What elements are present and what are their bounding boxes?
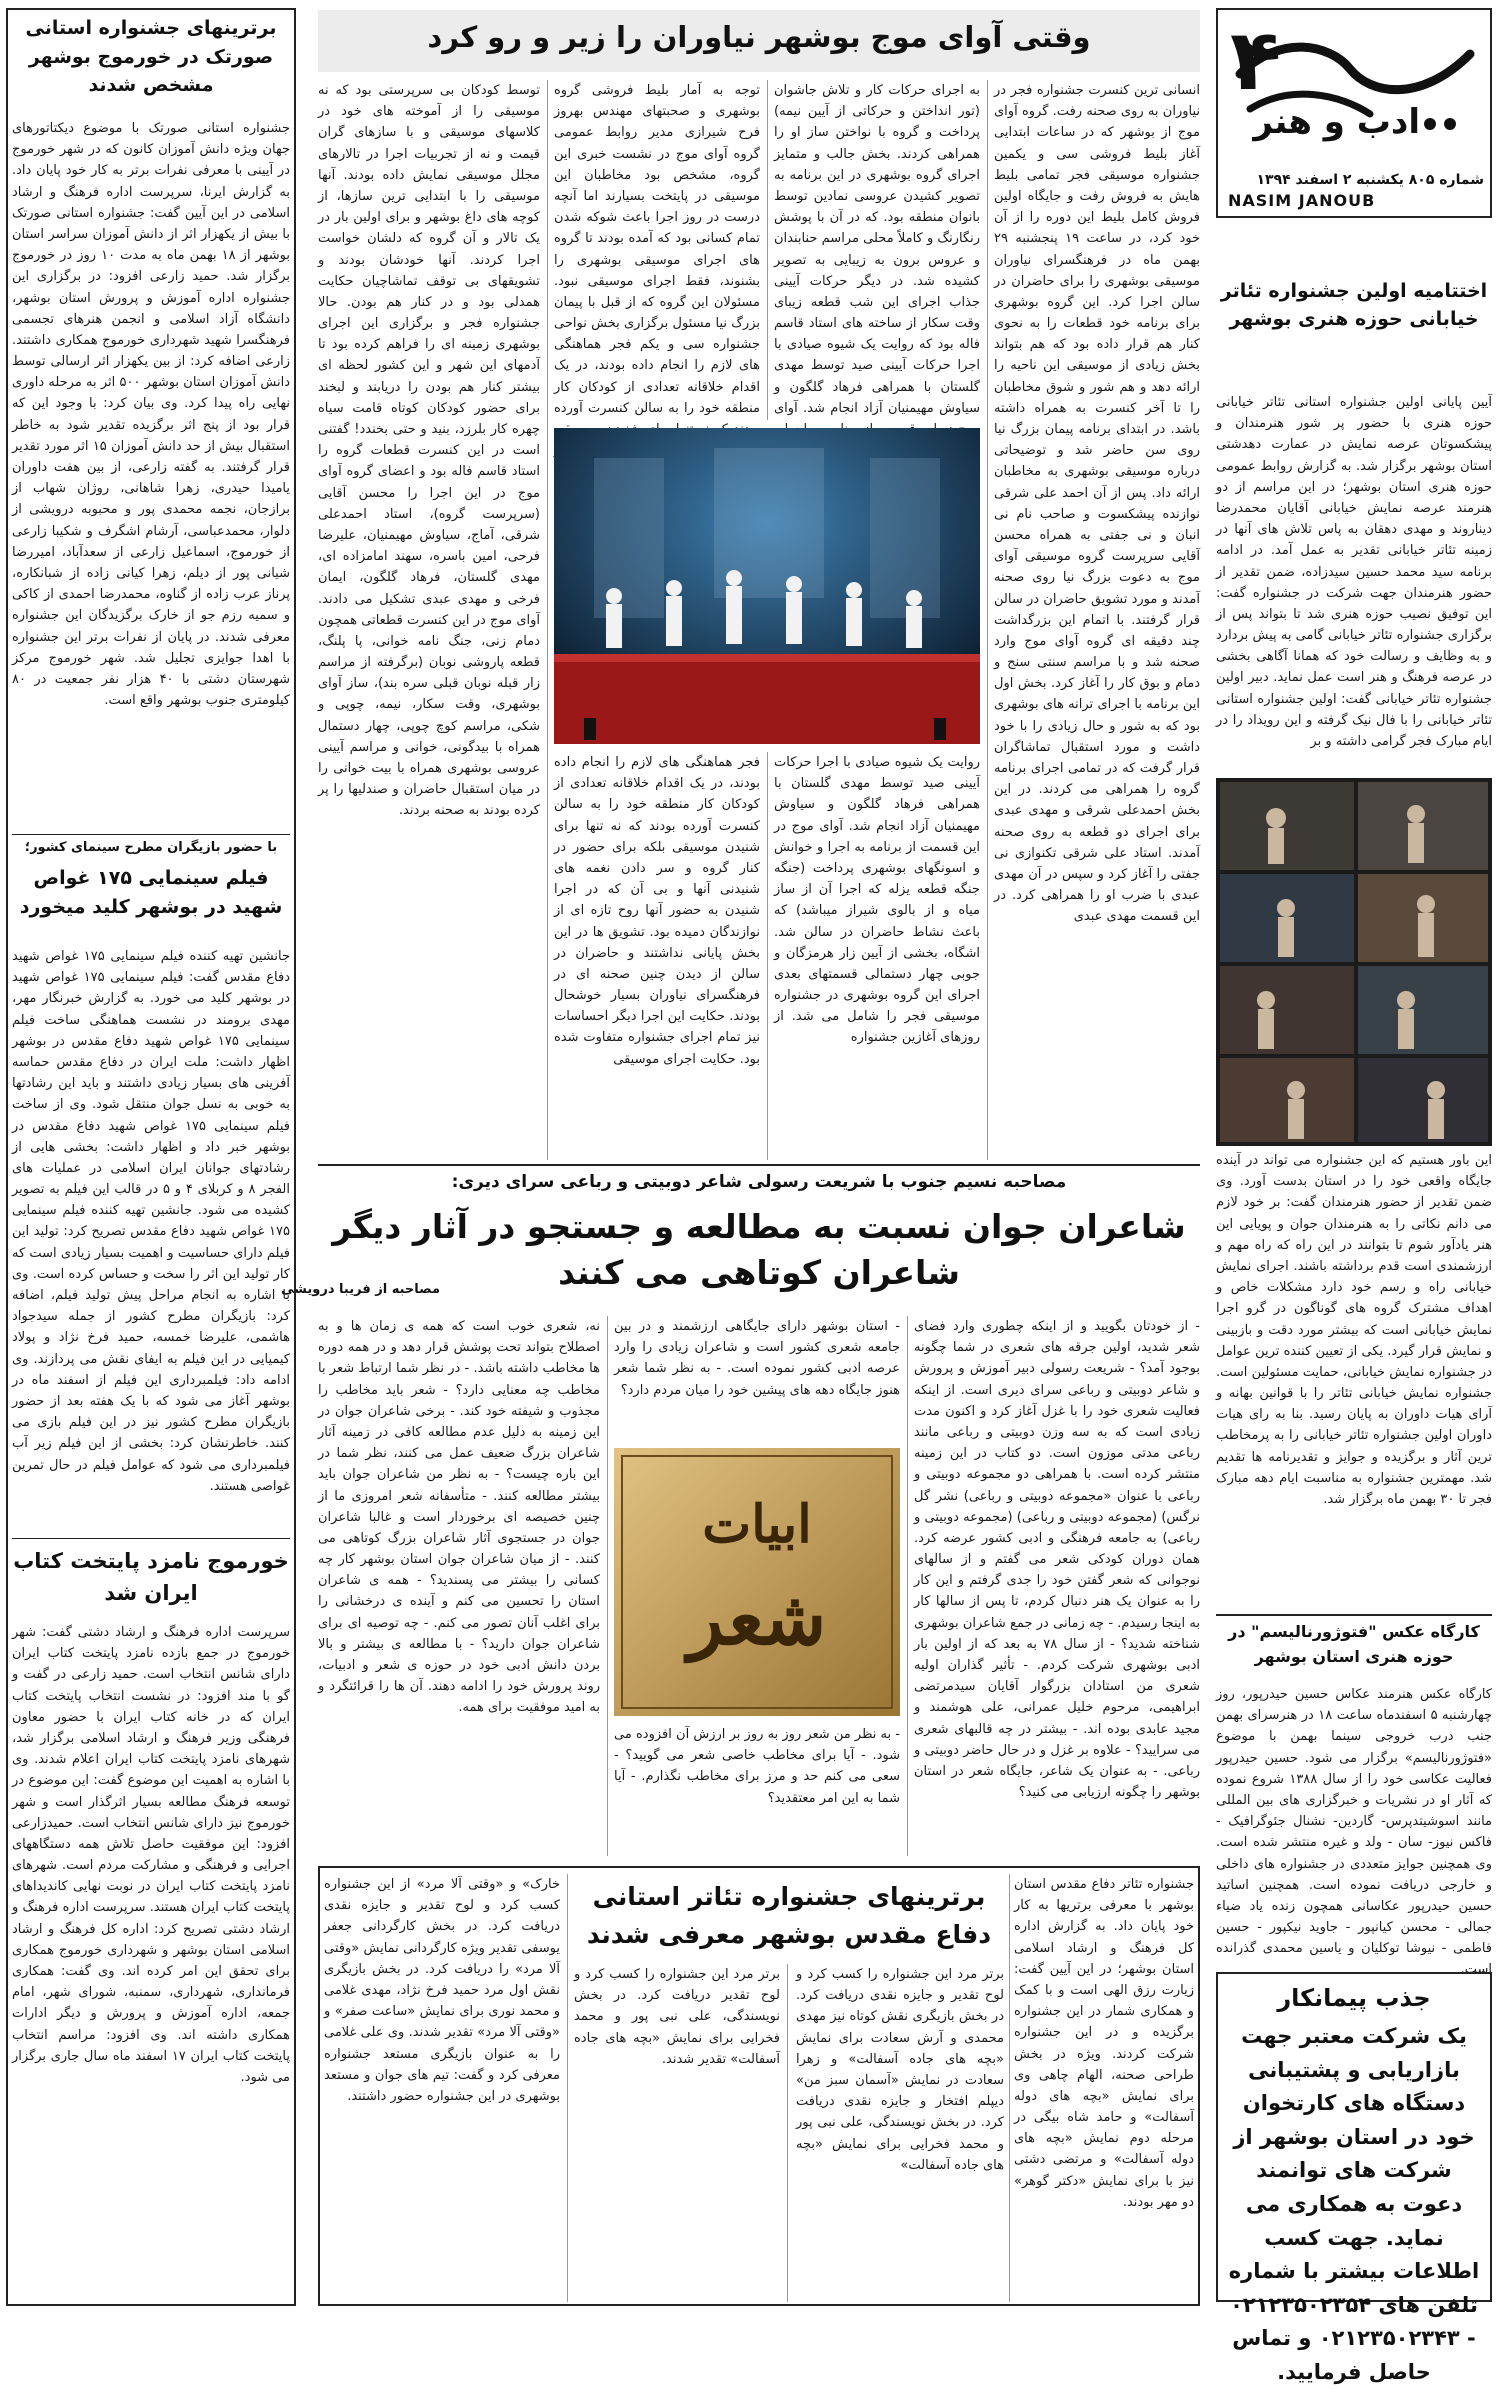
left-body-2: جانشین تهیه کننده فیلم سینمایی ۱۷۵ غواص شهید دفاع مقدس گفت: فیلم سینمایی ۱۷۵ غواص شهید در بوشهر کلید می خورد. به گزارش خبرنگار مهر، مهدی برومند در نشست هماهنگی ساخت فیلم سینمایی ۱۷۵ غواص شهید دفاع مقدس در بوشهر اظهار داشت: ملت ایران در دفاع مقدس حماسه آفرینی های بسیار زیادی داشتند و باید این رشادتها به خوبی به نسل جوان منتقل شود. وی از ساخت فیلم سینمایی ۱۷۵ غواص شهید دفاع مقدس در بوشهر خبر داد و اظهار داشت: بخشی هایی از رشادتهای جوانان ایران اسلامی در عملیات های الفجر ۸ و کربلای ۴ و ۵ در قالب این فیلم به تصویر کشیده می شود. جانشین تهیه کننده فیلم سینمایی ۱۷۵ غواص شهید دفاع مقدس تصریح کرد: تولید این فیلم دارای حساسیت و اهمیت بسیار زیادی است که کار تولید این اثر را سخت و حساس کرده است. وی با اشاره به انجام مراحل پیش تولید فیلم، اضافه کرد: بازیگران مطرح کشور از جمله سیدجواد هاشمی، علیرضا خمسه، حمید فرخ نژاد و پولاد کیمیایی در این فیلم به ایفای نقش می پردازند. وی ادامه داد: فیلمبرداری این فیلم از اسفند ماه در بوشهر آغاز می شود که با یک هفته بعد از حضور بازیگران مطرح کشور نیز در این فیلم بازی می کنند. خاطرنشان کرد: بخشی از این فیلم زیر آب فیلمبرداری می شود که عوامل فیلم در حال تمرین غواصی هستند. (12, 949, 291, 1494)
section-title: ادب و هنر (1253, 102, 1420, 142)
photo-workshop-headline: کارگاه عکس "فتوژورنالیسم" در حوزه هنری استان بوشهر (1228, 1622, 1480, 1666)
calligraphy-bottom: شعر (687, 1576, 827, 1662)
interview-col-1: - از خودتان بگویید و از اینکه چطوری وارد فضای شعر شدید، اولین جرقه های شعری در شما چگونه بوجود آمد؟ - شریعت رسولی دبیر آموزش و پرورش و شاعر دوبیتی و رباعی سرای دیری است. از اینکه فعالیت شعری خود را با غزل آغاز کرد و اکنون مدت زیادی است که به سه وزن دوبیتی و رباعی مانند رباعی مدتی موزون است. دو کتاب در این زمینه منتشر کرده است. با همراهی دو مجموعه دوبیتی و رباعی با عنوان «مجموعه دوبیتی و رباعی) نشر گل نرگس) (مجموعه دوبیتی و رباعی) (مجموعه دوبیتی و رباعی) به جامعه فرهنگی و ادبی کشور عرضه کرد. همان دوران کودکی شعر می گفتم و از سالهای نوجوانی که شعر گفتن خود را جدی گرفتم و این کار را به عنوان یک هنر دنبال کردم، تا پس از سالها کار به اینجا رسیدم. - چه زمانی در جمع شاعران بوشهری شناخته شدید؟ - از سال ۷۸ به بعد که از اولین بار ادبی بوشهری شرکت کردم. - تأثیر گذاران اولیه شعری من استادان بزرگوار آقایان سیدمرتضی ابراهیمی، مرحوم خلیل عمرانی، علی هوشمند و مجید عابدی بوده اند. - بیشتر در چه قالبهای شعری می سرایید؟ - علاوه بر غزل و در حال حاضر دوبیتی و رباعی. - به عنوان یک شاعر، جایگاه شعر در استان بوشهر را چگونه ارزیابی می کنید؟ (914, 1319, 1200, 1801)
logo-number: ۴ (1230, 11, 1282, 109)
concert-photo (554, 428, 980, 744)
interview-byline: مصاحبه از فریبا درویشی (281, 1282, 440, 1297)
poetry-calligraphy-image (614, 1448, 900, 1716)
left-headline-1: برترینهای جشنواره استانی صورتک در خورموج بوشهر مشخص شدند (25, 17, 277, 96)
left-headline-3: خورموج نامزد پایتخت کتاب ایران شد (13, 1549, 289, 1605)
defense-col-3: خارک» و «وقتی آلا مرد» از این جشنواره کسب کرد و لوح تقدیر و جایزه نقدی دریافت کرد. در بخش کارگردانی جعفر یوسفی تقدیر ویژه کارگردانی نمایش «وقتی آلا مرد» را دریافت کرد. در بخش بازیگری نقش اول مرد حمید فرخ نژاد، مهدی غلامی و محمد نوری برای نمایش «ساعت صفر» و «وقتی آلا مرد» تقدیر شدند. وی علی غلامی را به عنوان بازیگری مستعد جشنواره معرفی کرد و گفت: تیم های جوان و مستعد بوشهری در این جشنواره حضور داشتند. (324, 1877, 560, 2104)
calligraphy-top: ابیات (702, 1494, 812, 1555)
masthead (1216, 8, 1492, 218)
music-article-headline: وقتی آوای موج بوشهر نیاوران را زیر و رو کرد (427, 20, 1091, 54)
festival-photo-collage (1216, 778, 1492, 1146)
music-article-col-2: به اجرای حرکات کار و تلاش جاشوان (تور انداختن و حرکاتی از آیین نیمه) پرداخت و گروه با نواختن ساز او را همراهی کردند. بخش جالب و متمایز اجرای گروه بوشهری در این برنامه به تصویر کشیدن عروسی نمادین توسط بانوان منطقه بود. که در آن با پوشش رنگارنگ و کاملاً محلی مراسم حنابندان و عروس برون به زیبایی به تصویر کشیده شد. در دیگر حرکات آیینی جذاب اجرای این شب قطعه زیبای وقت سکار از ساخته های استاد قاسم فاله بود که روایت یک شیوه صیادی با اجرا حرکات آیینی صید توسط مهدی گلستان با همراهی فرهاد گلگون و سیاوش مهیمنیان آزاد انجام شد. آوای (774, 83, 980, 416)
interview-kicker: مصاحبه نسیم جنوب با شریعت رسولی شاعر دوبیتی و رباعی سرای دیری: (451, 1172, 1067, 1192)
interview-col-2: - استان بوشهر دارای جایگاهی ارزشمند و در بین جامعه شعری کشور است و شاعران زیادی را وارد عرصه ادبی کشور نموده است. - به نظر شما شعر هنوز جایگاه دهه های پیشین خود را میان مردم دارد؟ (614, 1319, 900, 1398)
contractor-ad (1216, 1972, 1492, 2384)
left-body-3: سرپرست اداره فرهنگ و ارشاد دشتی گفت: شهر خورموج در جمع بازده نامزد پایتخت کتاب ایران دارای شانس انتخاب است. حمید زارعی در گفت و گو با مند افزود: در نشست انتخاب پایتخت کتاب ایران که در خانه کتاب ایران با حضور معاون فرهنگی وزیر فرهنگ و ارشاد اسلامی برگزار شد، شهرهای نامزد پایتخت کتاب ایران اعلام شدند. وی با اشاره به اهمیت این موضوع گفت: این موضوع در توسعه فرهنگ مطالعه بسیار اثرگذار است و شهر خورموج نیز دارای شانس انتخاب است. حمیدزارعی افزود: این موفقیت حاصل تلاش همه دستگاههای اجرایی و فرهنگی و مشارکت مردم است. شهرهای نامزد پایتخت کتاب ایران در نوبت نهایی کاندیداهای پایتخت کتاب ایران هستند. سرپرست اداره فرهنگ و ارشاد دشتی تصریح کرد: اداره کل فرهنگ و ارشاد اسلامی استان بوشهر و شهرداری خورموج همکاری برای تحقق این امر کرده اند. وی گفت: همکاری فرمانداری، شهرداری، سمنبه، شورای شهر، امام جمعه، اداره آموزش و پرورش و دیگر ادارات همکاری داشته اند. وی افزود: مراسم انتخاب پایتخت کتاب ایران ۱۷ اسفند ماه سال جاری برگزار می شود. (12, 1625, 291, 2085)
interview-headline: شاعران جوان نسبت به مطالعه و جستجو در آثار دیگر شاعران کوتاهی می کنند (332, 1207, 1186, 1293)
theatre-festival-body: آیین پایانی اولین جشنواره استانی تئاتر خیابانی حوزه هنری با حضور پر شور هنرمندان و پیشکسوتان عرصه نمایش در عمارت دهدشتی استان بوشهر برگزار شد. به گزارش روابط عمومی حوزه هنری استان بوشهر؛ در این مراسم از دو هنرمند عرصه نمایش خیابانی آقایان محمدرضا دیناروند و مهدی دهقان به پاس تلاش های آنها در زمینه تئاتر خیابانی تقدیر به عمل آمد. در ادامه برنامه سید محمد حسین سیدزاده، ضمن تقدیر از حضور هنرمندان جهت شرکت در جشنواره گفت: این توفیق نصیب حوزه هنری شد تا بتواند پس از برگزاری جشنواره تئاتر خیابانی گامی به پیش بردارد و به وظایف و رسالت خود که همانا آگاهی بخشی در عرصه فرهنگ و هنر است عمل نماید. دبیر اولین جشنواره تئاتر خیابانی گفت: اولین جشنواره استانی تئاتر خیابانی را با فال نیک گرفته و این رویداد را در ایام مبارک فجر گرامی داشته و بر (1216, 395, 1492, 749)
left-body-1: جشنواره استانی صورتک با موضوع دیکتاتورهای جهان ویژه دانش آموزان کانون که در شهر خورموج در آیینی با معرفی نفرات برتر به کار خود پایان داد. به گزارش ایرنا، سرپرست اداره فرهنگ و ارشاد اسلامی در این آیین گفت: جشنواره استانی صورتک با بیش از یکهزار اثر از دانش آموزان سراسر استان بوشهر از ۱۸ بهمن ماه به مدت ۱۰ روز در خورموج برگزار شد. حمید زارعی افزود: در برگزاری این جشنواره اداره آموزش و پرورش استان بوشهر، دانشگاه آزاد اسلامی و انجمن هنرهای تجسمی فرهنگسرا شهید شهرداری خورموج همکاری داشتند. زارعی اضافه کرد: از بین یکهزار اثر ارسالی توسط دانش آموزان استان بوشهر ۵۰۰ اثر به مرحله داوری نهایی راه پیدا کرد. وی بیان کرد: با وجود این که قرار بود از پنج اثر برگزیده تقدیر شود به خاطر استقبال بیش از حد دانش آموزان ۱۵ اثر مورد تقدیر قرار گرفتند. به گفته زارعی، از بین هفت داوران یامیدا حیدری، زهرا شاهانی، روژان شهاب از برازجان، نجمه محمدی پور و محبوبه درویشی از دلوار، محمدعباسی، آرشام اشگرف و شکیبا زارعی از خورموج، اسماعیل زارعی از سعدآباد، امیررضا شیانی پور از دیلم، زهرا کیانی زاده از شبانکاره، پرناز عرب زاده از گناوه، محمدرضا احمدی از کاکی و سمیه رزم جو از خارک برگزیدگان این جشنواره معرفی شدند. در پایان از نفرات برتر این جشنواره با اهدا جوایزی تجلیل شد. شهر خورموج مرکز شهرستان دشتی با ۴۰ هزار نفر جمعیت در ۸۰ کیلومتری جنوب بوشهر واقع است. (12, 121, 290, 709)
left-headline-2: فیلم سینمایی ۱۷۵ غواص شهید در بوشهر کلید میخورد (19, 867, 283, 918)
music-article-col-3-cont: فجر هماهنگی های لازم را انجام داده بودند، در یک اقدام خلاقانه تعدادی از کودکان کار منطقه خود را به سالن کنسرت آورده بودند که نه تنها برای شنیدن موسیقی بلکه برای حضور در کنار گروه و سر دادن نغمه های شنیدنی آنها و بی آن که در اجرا شنیدن به حضور آنها روح تازه ای از نوازندگان دمیده بود. تشویق ها در این بخش پایانی نداشتند و حاضران در سالن از دیدن چنین صحنه ای در فرهنگسرای نیاوران بسیار خوشحال بودند. حکایت این اجرا دیگر احساسات نیز تمام اجرای جشنواره متفاوت شده بود. حکایت اجرای موسیقی (554, 755, 760, 1067)
defense-col-2b: برتر مرد این جشنواره را کسب کرد و لوح تقدیر دریافت کرد. در بخش نویسندگی، علی نبی پور و محمد فخرایی برای نمایش «بچه های جاده آسفالت» تقدیر شدند. (574, 1967, 780, 2067)
defense-col-2: برتر مرد این جشنواره را کسب کرد و لوح تقدیر و جایزه نقدی دریافت کرد. در بخش بازیگری نقش کوتاه نیز مهدی محمدی و آرش سعادت برای نمایش «بچه های جاده آسفالت» و زهرا سعادت در نمایش «آسمان سبز من» دیپلم افتخار و جایزه نقدی دریافت کرد. در بخش نویسندگی، علی نبی پور و محمد فخرایی برای نمایش «بچه های جاده آسفالت» (796, 1967, 1004, 2173)
ad-body: یک شرکت معتبر جهت بازاریابی و پشتیبانی دستگاه های کارتخوان خود در استان بوشهر از شرکت های توانمند دعوت به همکاری می نماید. جهت کسب اطلاعات بیشتر با شماره تلفن های ۰۲۱۲۳۵۰۲۳۵۴ - ۰۲۱۲۳۵۰۲۳۴۳ و تماس حاصل فرمایید. (1228, 2024, 1480, 2384)
defense-headline: برترینهای جشنواره تئاتر استانی دفاع مقدس بوشهر معرفی شدند (586, 1882, 992, 1949)
defense-col-1: جشنواره تئاتر دفاع مقدس استان بوشهر با معرفی برتریها به کار خود پایان داد. به گزارش اداره کل فرهنگ و ارشاد اسلامی استان بوشهر؛ در این آیین گفت: زیارت رزق الهی است و با کمک و همکاری شمار در این جشنواره برگزیده و در این جشنواره شرکت کردند. ویژه در بخش طراحی صحنه، الهام چاهی وی برای نمایش «بچه های دوله آسفالت» و حامد شاه بیگی در مرحله دوم نمایش «بچه های دوله آسفالت» و مرتضی دشتی نیز با برای نمایش «دکتر گوهر» دو مهر بودند. (1014, 1877, 1194, 2210)
music-article-col-1: انسانی ترین کنسرت جشنواره فجر در نیاوران به روی صحنه رفت. گروه آوای موج از بوشهر که در ساعات ابتدایی آغاز بلیط فروشی سی و یکمین جشنواره موسیقی فجر تمامی بلیط هایش به فروش رفت و جایگاه اولین فروش کامل بلیط این دوره را از آن خود کرد، در ساعت ۱۹ پنجشنبه ۲۹ بهمن ماه در فرهنگسرای نیاوران موسیقی بوشهری را برای حاضران در سالن اجرا کرد. این گروه بوشهری برای برنامه خود قطعات را به نحوی کنار هم قرار داده بود که هم بتواند بخش زیادی از موسیقی این ناحیه را ارائه دهد و هم شور و شوق مخاطبان را تا آخر کنسرت به همراه داشته باشد. در ابتدای برنامه پیمان بزرگ نیا روی سن حاضر شد و توضیحاتی درباره موسیقی بوشهری به مخاطبان ارائه داد. پس از آن احمد علی شرقی نوازنده پیشکسوت و صاحب نام نی انبان و نی جفتی به همراه محسن آقایی سرپرست گروه موسیقی آوای موج به دعوت بزرگ نیا روی صحنه آمدند و مورد تشویق حاضران در سالن قرار گرفتند. با اتمام این بزرگداشت چند دقیقه ای گروه آوای موج وارد صحنه شد و با مراسم سنتی سنج و دمام و بوق کار را آغاز کرد. بخش اول این برنامه با اجرای ترانه های بوشهری بود که به شور و حال زیادی را با خود داشت و مورد استقبال تماشاگران قرار گرفت که در تمامی اجرای برنامه گروه را همراهی می کردند. در این بخش احمدعلی شرقی و مهدی عبدی برای اجرای دو قطعه به روی صحنه آمدند. استاد علی شرقی تکنوازی نی جفتی را آغاز کرد و سپس در آن مهدی عبدی با ضرب او را همراهی کرد. در این قسمت مهدی عبدی (994, 83, 1200, 925)
theatre-festival-body-continued: این باور هستیم که این جشنواره می تواند در آینده جایگاه واقعی خود را در استان بدست آورد. وی ضمن تقدیر از حضور هنرمندان گفت: بر خود لازم می دانم نکاتی را به هنرمندان جوان و پویایی این هنر یادآور شوم تا بتوانند در این راه که راه مهم و ارزشمندی است قدم برداشته باشند. اجرای نمایش خیابانی راه و رسم خود دارد مشکلات خاص و اهداف مشترک گروه های گوناگون در گرو اجرا نمایش خیابانی است که بیشتر مورد دقت و بازبینی و نمایش قرار گیرد. یکی از تعیین کننده ترین عوامل در جشنواره نمایش خیابانی، حمایت مسئولین است. جشنواره نمایش خیابانی تئاتر را با قوانین بهانه و آرای هیات داوران به پایان رسید. بنا به رای هیات داوران اولین جشنواره تئاتر خیابانی را به پرمخاطب ترین آثار و برگزیده و جوایز و تقدیرنامه ها تقدیم شد. مهمترین جشنواره به مناسبت ایام دهه مبارک فجر تا ۳۰ بهمن ماه برگزار شد. (1216, 1153, 1492, 1507)
left-kicker-2: با حضور بازیگران مطرح سینمای کشور؛ (24, 840, 278, 855)
music-article-col-4: توسط کودکان بی سرپرستی بود که نه موسیقی را از آموخته های خود در کلاسهای موسیقی و با سازهای گران قیمت و نه از تجربیات اجرا در تالارهای مجلل موسیقی نمایش داده بودند. آنها موسیقی را با ابتدایی ترین سازها، از کوچه های داغ بوشهر و برای اولین بار در یک تالار و آن گروه که دلشان خواست اجرا کردند. آنها خودشان بودند و تشویقهای بی توقف تماشاچیان حکایت همدلی بود و در کنار هم بودن. حالا جشنواره فجر و برگزاری این اجرای بوشهری زمینه ای را فراهم کرده بود تا آدمهای این شهر و این کشور لحظه ای بیشتر کنار هم بودن را دریابند و لبخند برای حضور کودکان کوتاه قامت سیاه چهره کار بلرزد، بنید و حتی بخندد! گفتنی است در این کنسرت قطعات گروه را استاد قاسم فاله بود و اعضای گروه آوای موج در این اجرا را محسن آقایی (سرپرست گروه)، استاد احمدعلی شرقی، آماج، سیاوش مهیمنیان، علیرضا فرحی، امین باسره، سهند امامزاده ای، مهدی گلستان، فرهاد گلگون، ایمان فرخی و مهدی عبدی تشکیل می دادند. آوای موج در این کنسرت قطعاتی همچون دمام زنی، جنگ نامه خوانی، پا پلنگ، قطعه پاروشی نوبان (برگرفته از مراسم زار قبله نوبان قبلی سره بند)، ساز آوای بوشهری، وقت سکار، نیمه، چوپی و شکی، مراسم کوچ چوپی، چهار دستمال همراه با بیدگونی، خوانی و مراسم آیینی عروسی بوشهری همراه با بیت خوانی را در میان استقبال حاضران و صندلیها را پر کرده بودند به صحنه بردند. (318, 83, 540, 819)
issue-info: شماره ۸۰۵ یکشنبه ۲ اسفند ۱۳۹۴ (1256, 172, 1484, 188)
interview-col-2-cont: - به نظر من شعر روز به روز بر ارزش آن افزوده می شود. - آیا برای مخاطب خاصی شعر می گویید؟ - سعی می کنم حد و مرز برای مخاطب نگذارم. - آیا شما به این امر معتقدید؟ (614, 1727, 900, 1806)
theatre-festival-headline: اختتامیه اولین جشنواره تئاتر خیابانی حوزه هنری بوشهر (1220, 280, 1488, 330)
latin-name: NASIM JANOUB (1228, 191, 1376, 210)
music-article-col-3: توجه به آمار بلیط فروشی گروه بوشهری و صحبتهای مهندس بهروز فرح شیرازی مدیر روابط عمومی گروه آوای موج در نشست خبری این گروه، مشخص بود مخاطبان این موسیقی در پایتخت بسیارند اما آنچه درست در روز اجرا باعث شوکه شدن تمام کسانی بود که آمده بودند تا گروه های اجرای موسیقی بوشهری را بشنوند، فقط اجرای موسیقی نبود. مسئولان این گروه که از قبل با پیمان بزرگ نیا مسئول برگزاری بخش نواحی جشنواره سی و یکم فجر هماهنگی های لازم را انجام داده بودند، در یک اقدام خلاقانه تعدادی از کودکان کار منطقه خود را به سالن کنسرت آورده (554, 83, 760, 416)
music-article-col-2-cont: روایت یک شیوه صیادی با اجرا حرکات آیینی صید توسط مهدی گلستان با همراهی فرهاد گلگون و سیاوش مهیمنیان آزاد انجام شد. آوای موج در این قسمت از برنامه به اجرا و خوانش و اسونگهای بوشهری پرداخت (جنگه جنگه قطعه یزله که اجرا آن از ساز میاه و از بالوی شیراز میباشد) که باعث نشاط حاضران در سالن شد. اشگاه، بخشی از آیین زار هرمزگان و جوبی چهار دستمالی قسمتهای بعدی اجرای این گروه بوشهری در جشنواره موسیقی فجر را شامل می شد. از روزهای آغازین جشنواره (774, 755, 980, 1046)
ad-title: جذب پیمانکار (1277, 1984, 1431, 2012)
photo-workshop-body: کارگاه عکس هنرمند عکاس حسین حیدرپور، روز چهارشنبه ۵ اسفندماه ساعت ۱۸ در هنرسرای بهمن جنب درب خروجی سینما بهمن با موضوع «فتوژورنالیسم» برگزار می شود. حسین حیدرپور فعالیت عکاسی خود را از سال ۱۳۸۸ شروع نموده که آثار او در نشریات و خبرگزاری های بین المللی مانند اسوشیتدپرس- گاردین- نشنال جئوگرافیک - فاکس نیوز- سان - ولد و غیره منتشر شده است. وی همچنین جوایز متعددی در جشنواره های داخلی و خارجی دریافت نموده است. همچنین اساتید حسین حیدرپور عکاسانی همچون زنده یاد ضیاء جمالی - محسن کیانپور - جاوید نیکپور - حسین فاطمی - نیوشا توکلیان و یاسین محمدی گذرانده است. (1216, 1687, 1492, 1978)
interview-col-3: نه، شعری خوب است که همه ی زمان ها و به اصطلاح بتواند تحت پوشش قرار دهد و در همه دوره ها مخاطب داشته باشد. - در نظر شما ارتباط شعر با مخاطب چه معنایی دارد؟ - شعر باید مخاطب را مجذوب و شیفته خود کند. - برخی شاعران جوان در این زمینه به دلیل عدم مطالعه کافی در زمینه آثار شاعران بزرگ ضعیف عمل می کنند، نظر شما در این باره چیست؟ - به نظر من شاعران جوان باید بیشتر مطالعه کنند. - متأسفانه شعر امروزی ما از چنین خصیصه ای برخوردار است و غالبا شاعران جوان در جستجوی آثار شاعران بزرگ کوتاهی می کنند. - از میان شاعران جوان استان بوشهر کار چه کسانی را بیشتر می پسندید؟ - همه ی شاعران استان را تحسین می کنم و آینده ی درخشانی را برای اغلب آنان تصور می کنم. - چه توصیه ای برای شاعران جوان دارید؟ - با مطالعه ی بیشتر و بالا بردن دانش ادبی خود در حوزه ی شعر و ادبیات، روند پرورش خود را ادامه دهند. آن ها را قرائتگرد و به امید موفقیت برای همه. (318, 1319, 600, 1716)
